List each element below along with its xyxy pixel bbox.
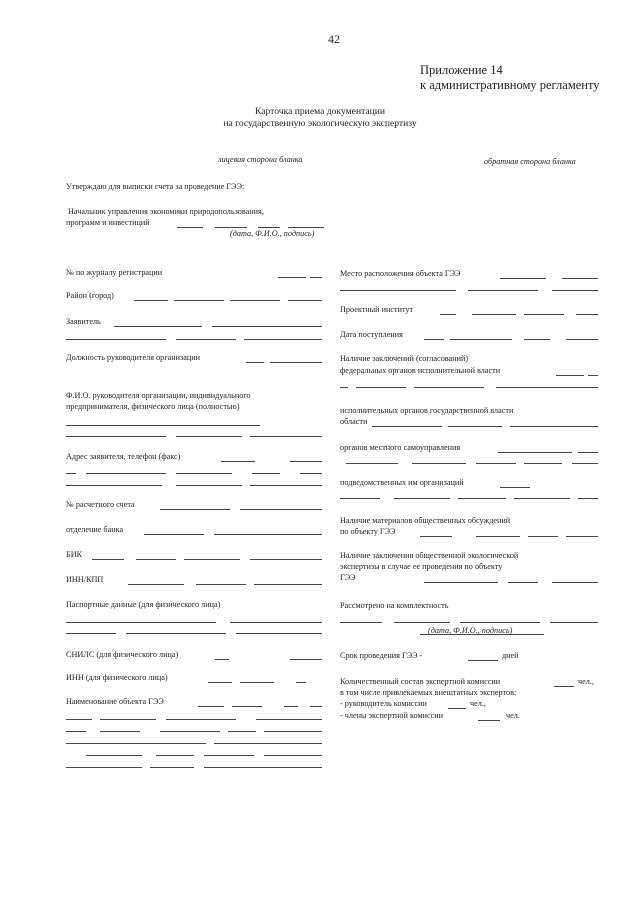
reviewed-sign-caption: (дата, Ф.И.О., подпись)	[428, 626, 513, 635]
account-label: № расчетного счета	[66, 500, 135, 509]
commission-label: Количественный состав экспертной комиссии	[340, 677, 501, 686]
card-title: Карточка приема документации	[254, 106, 386, 117]
federal-conclusions-field[interactable]	[556, 375, 584, 376]
public-discussion-label: Наличие материалов общественных обсуждений	[340, 516, 511, 525]
front-side-label: лицевая сторона бланка	[218, 155, 303, 164]
regional-label-cont: области	[340, 417, 368, 426]
reg-number-field[interactable]	[278, 277, 306, 278]
term-label: Срок проведения ГЭЭ -	[340, 651, 423, 660]
bik-label: БИК	[66, 550, 83, 559]
public-expertise-label-end: ГЭЭ	[340, 573, 356, 582]
district-label: Район (город)	[66, 291, 114, 300]
regional-label: исполнительных органов государственной власти	[340, 406, 514, 415]
head-position-field[interactable]	[246, 362, 264, 363]
address-label: Адрес заявителя, телефон (факс)	[66, 452, 181, 461]
commission-total-field[interactable]	[554, 686, 574, 687]
card-subtitle: на государственную экологическую экспертизу	[223, 118, 417, 129]
object-name-field[interactable]	[198, 706, 224, 707]
commission-members-label: - члены экспертной комиссии	[340, 711, 444, 720]
approver-title-cont: программ и инвестиций	[66, 218, 150, 227]
object-name-label: Наименование объекта ГЭЭ	[66, 697, 164, 706]
received-label: Дата поступления	[340, 330, 403, 339]
subordinate-label: подведомственных им организаций	[340, 478, 464, 487]
page-number: 42	[328, 32, 340, 46]
location-label: Место расположения объекта ГЭЭ	[340, 269, 461, 278]
head-position-label: Должность руководителя организации	[66, 353, 201, 362]
inn-kpp-label: ИНН/КПП	[66, 575, 104, 584]
bank-field[interactable]	[144, 534, 204, 535]
conclusions-label: Наличие заключений (согласований)	[340, 354, 469, 363]
reviewed-field[interactable]	[340, 622, 382, 623]
public-expertise-label: Наличие заключения общественной экологической	[340, 551, 519, 560]
received-field[interactable]	[424, 339, 444, 340]
passport-label: Паспортные данные (для физического лица)	[66, 600, 221, 609]
applicant-label: Заявитель	[66, 317, 101, 326]
commission-external-label: в том числе привлекаемых внештатных экспертов:	[340, 688, 517, 697]
passport-field[interactable]	[66, 622, 216, 623]
approver-title: Начальник управления экономики природопользования,	[68, 207, 264, 216]
public-discussion-label-cont: по объекту ГЭЭ	[340, 527, 396, 536]
reg-number-label: № по журналу регистрации	[66, 268, 163, 277]
commission-head-field[interactable]	[448, 708, 466, 709]
design-inst-label: Проектный институт	[340, 305, 414, 314]
appendix-number: Приложение 14	[420, 63, 503, 77]
subordinate-field[interactable]	[500, 487, 530, 488]
inn-person-label: ИНН (для физического лица)	[66, 673, 168, 682]
address-field[interactable]	[221, 461, 255, 462]
appendix-regulation: к административному регламенту	[420, 78, 600, 92]
commission-head-unit: чел.,	[470, 699, 486, 708]
fio-field[interactable]	[66, 425, 260, 426]
public-expertise-field[interactable]	[424, 582, 498, 583]
fio-label-cont: предпринимателя, физического лица (полностью)	[66, 402, 240, 411]
district-field[interactable]	[134, 300, 168, 301]
design-inst-field[interactable]	[440, 314, 456, 315]
fio-label: Ф.И.О. руководителя организации, индивидуального	[66, 391, 251, 400]
snils-field[interactable]	[215, 659, 229, 660]
commission-members-field[interactable]	[478, 720, 500, 721]
commission-unit: чел.,	[578, 677, 594, 686]
commission-head-label: - руководитель комиссии	[340, 699, 427, 708]
snils-label: СНИЛС (для физического лица)	[66, 650, 179, 659]
applicant-field[interactable]	[114, 326, 202, 327]
regional-field[interactable]	[372, 426, 442, 427]
commission-members-unit: чел.	[506, 711, 520, 720]
location-field[interactable]	[500, 278, 546, 279]
back-side-label: обратная сторона бланка	[484, 157, 576, 166]
conclusions-label-cont: федеральных органов исполнительной власти	[340, 366, 501, 375]
bik-field[interactable]	[92, 559, 124, 560]
account-field[interactable]	[160, 509, 230, 510]
public-discussion-field[interactable]	[420, 536, 452, 537]
inn-person-field[interactable]	[208, 682, 232, 683]
local-field[interactable]	[498, 452, 572, 453]
term-field[interactable]	[468, 660, 498, 661]
approve-text: Утверждаю для выписки счета за проведение ГЭЭ:	[66, 182, 245, 191]
public-expertise-label-cont: экспертизы в случае ее проведения по объекту	[340, 562, 503, 571]
bank-label: отделение банка	[66, 525, 124, 534]
approver-sign-caption: (дата, Ф.И.О., подпись)	[230, 229, 315, 238]
inn-kpp-field[interactable]	[128, 584, 184, 585]
local-label: органов местного самоуправления	[340, 443, 461, 452]
reviewed-label: Рассмотрено на комплектность	[340, 601, 449, 610]
term-unit: дней	[502, 651, 519, 660]
